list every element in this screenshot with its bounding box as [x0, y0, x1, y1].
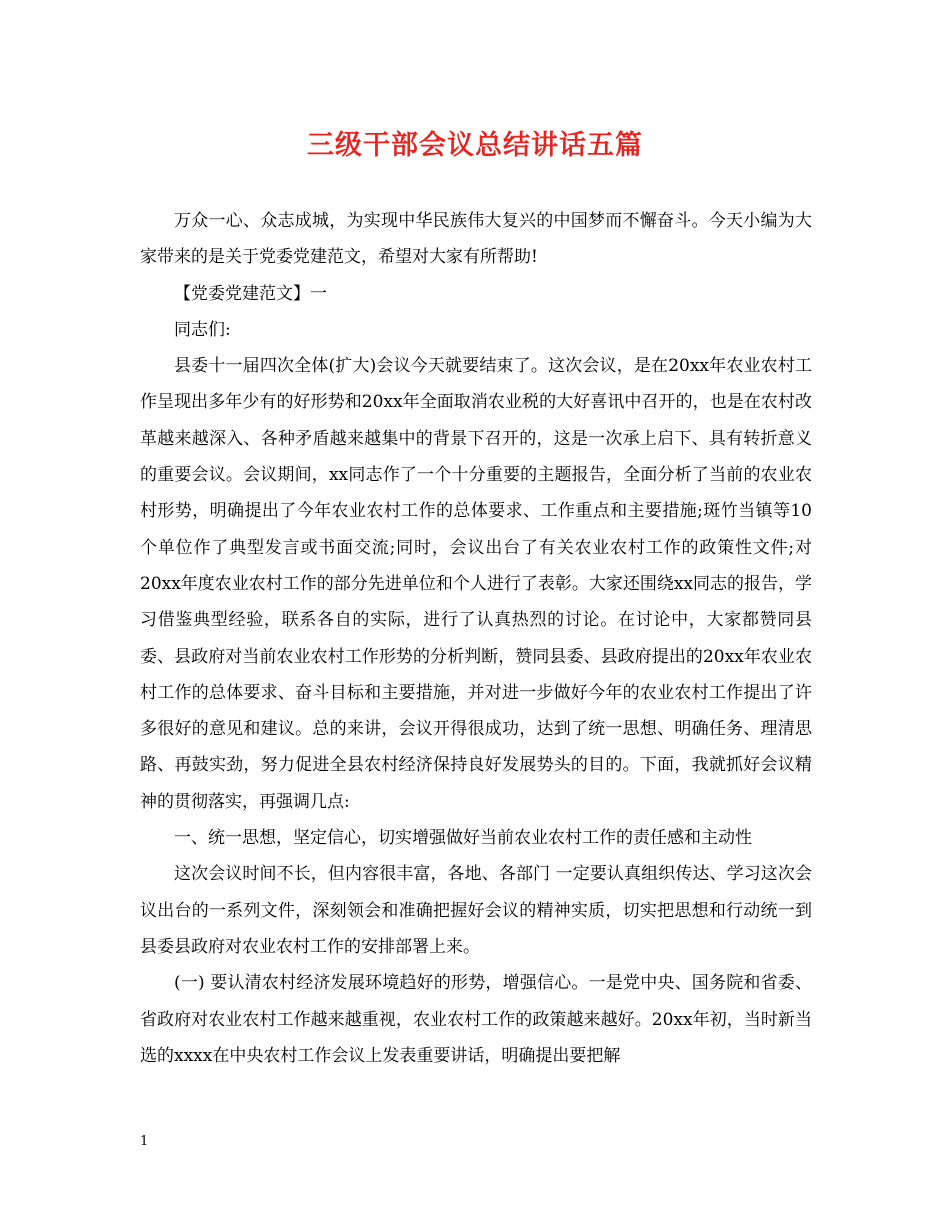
document-body	[140, 203, 812, 1074]
page-number: 1	[140, 1134, 149, 1149]
paragraph-salutation: 同志们:	[174, 319, 231, 340]
document-title: 三级干部会议总结讲话五篇	[307, 130, 643, 161]
paragraph-point-heading: 一、统一思想，坚定信心，切实增强做好当前农业农村工作的责任感和主动性	[174, 828, 752, 849]
paragraph-section-heading: 【党委党建范文】一	[174, 283, 327, 304]
paragraph-main: 县委十一届四次全体(扩大)会议今天就要结束了。这次会议，是在20xx年农业农村工作呈现出多年少有的好形势和20xx年全面取消农业税的大好喜讯中召开的，也是在农村改革越来越深入、各种矛盾越来越集中的背景下召开的，这是一次承上启下、具有转折意义的重要会议。会议期间，xx同志作了一个十分重要的主题报告，全面分析了当前的农业农村形势，明确提出了今年农业农村工作的总体要求、工作重点和主要措施;斑竹当镇等10个单位作了典型发言或书面交流;同时，会议出台了有关农业农村工作的政策性文件;对20xx年度农业农村工作的部分先进单位和个人进行了表彰。大家还围绕xx同志的报告，学习借鉴典型经验，联系各自的实际，进行了认真热烈的讨论。在讨论中，大家都赞同县委、县政府对当前农业农村工作形势的分析判断，赞同县委、县政府提出的20xx年农业农村工作的总体要求、奋斗目标和主要措施，并对进一步做好今年的农业农村工作提出了许多很好的意见和建议。总的来讲，会议开得很成功，达到了统一思想、明确任务、理清思路、再鼓实劲，努力促进全县农村经济保持良好发展势头的目的。下面，我就抓好会议精神的贯彻落实，再强调几点:	[140, 356, 812, 812]
paragraph-intro: 万众一心、众志成城，为实现中华民族伟大复兴的中国梦而不懈奋斗。今天小编为大家带来的是关于党委党建范文，希望对大家有所帮助!	[140, 211, 812, 268]
paragraph-subpoint: (一) 要认清农村经济发展环境趋好的形势，增强信心。一是党中央、国务院和省委、省政府对农业农村工作越来越重视，农业农村工作的政策越来越好。20xx年初，当时新当选的xxxx在中央农村工作会议上发表重要讲话，明确提出要把解	[140, 973, 812, 1066]
paragraph-point-body: 这次会议时间不长，但内容很丰富，各地、各部门 一定要认真组织传达、学习这次会议出台的一系列文件，深刻领会和准确把握好会议的精神实质，切实把思想和行动统一到县委县政府对农业农村工作的安排部署上来。	[140, 864, 812, 957]
